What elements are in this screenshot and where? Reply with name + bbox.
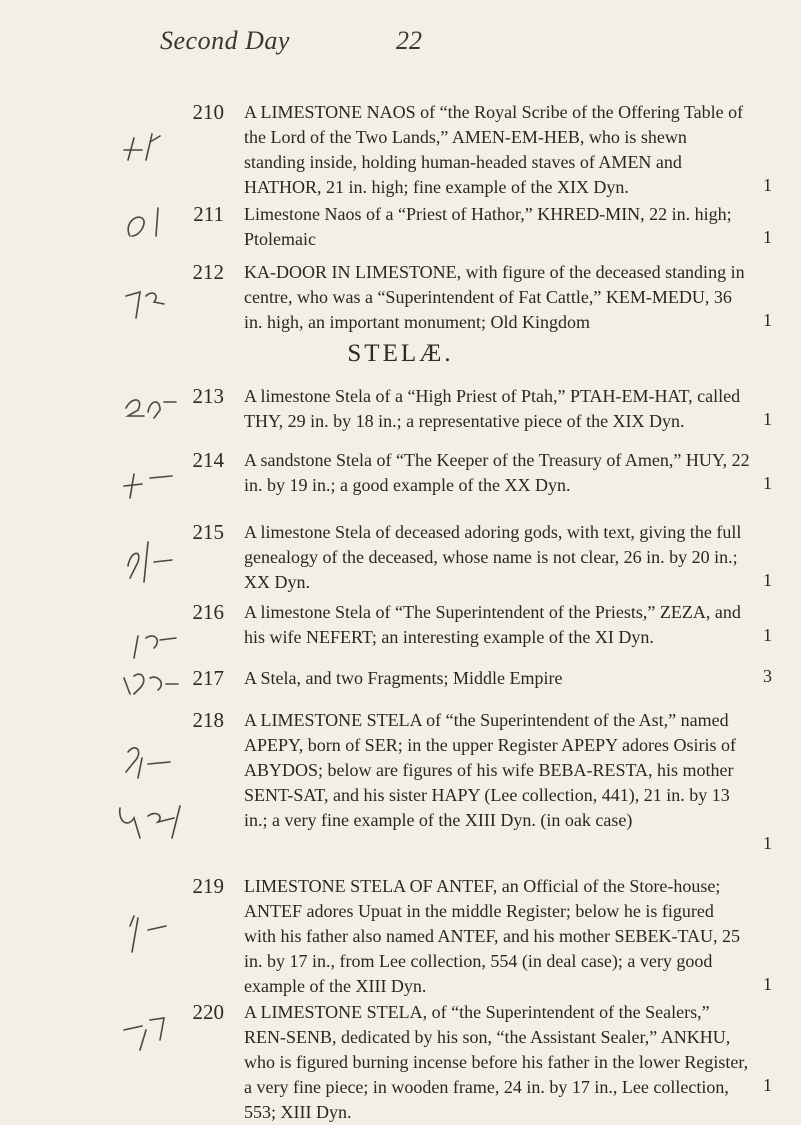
section-heading: STELÆ.	[347, 340, 454, 367]
lot-quantity: 1	[763, 1075, 772, 1095]
lot-quantity: 1	[763, 409, 772, 429]
handwritten-price-mark	[120, 376, 180, 446]
lot-number: 218	[192, 708, 224, 732]
lot-description: A LIMESTONE NAOS of “the Royal Scribe of the Offering Table of the Lord of the Two Lands,” AMEN-EM-HEB, who is shewn standing inside, holding human-headed staves of AMEN and HATHOR, 21 in. high; fine example of the XIX Dyn.	[244, 102, 744, 197]
lot-number: 212	[192, 260, 224, 284]
lot-quantity: 1	[763, 625, 772, 645]
handwritten-price-mark	[120, 448, 180, 518]
lot-quantity: 1	[763, 175, 772, 195]
lot-quantity: 1	[763, 227, 772, 247]
lot-quantity: 3	[763, 666, 772, 686]
lot-description: A limestone Stela of deceased adoring gods, with text, giving the full genealogy of the deceased, whose name is not clear, 26 in. by 20 in.; XX Dyn.	[244, 522, 742, 592]
handwritten-price-mark	[120, 268, 180, 338]
lot-number: 213	[192, 384, 224, 408]
lot-number: 210	[192, 100, 224, 124]
handwritten-price-mark	[120, 1000, 180, 1070]
handwritten-price-mark	[120, 896, 180, 966]
lot-description: LIMESTONE STELA OF ANTEF, an Official of the Store-house; ANTEF adores Upuat in the middle Register; below he is figured with his father also named ANTEF, and his mother SEBEK-TAU, 25 in. by 17 in., from Lee collection, 554 (in deal case); a very good example of the XIII Dyn.	[244, 876, 741, 996]
lot-description: A sandstone Stela of “The Keeper of the Treasury of Amen,” HUY, 22 in. by 19 in.; a good example of the XX Dyn.	[244, 450, 750, 495]
lot-number: 219	[192, 874, 224, 898]
handwritten-price-mark	[120, 654, 180, 724]
lot-description: A LIMESTONE STELA, of “the Superintendent of the Sealers,” REN-SENB, dedicated by his son, “the Assistant Sealer,” ANKHU, who is figured burning incense before his father in the lower Register, a very fine piece; in wooden frame, 24 in. by 17 in., Lee collection, 553; XIII Dyn.	[244, 1002, 749, 1122]
page-number: 22	[396, 26, 422, 55]
page-header	[160, 26, 760, 56]
handwritten-price-mark	[120, 522, 180, 592]
lot-quantity: 1	[763, 974, 772, 994]
lot-description: Limestone Naos of a “Priest of Hathor,” KHRED-MIN, 22 in. high; Ptolemaic	[244, 204, 732, 249]
lot-quantity: 1	[763, 833, 772, 853]
handwritten-price-mark	[120, 120, 180, 190]
handwritten-price-mark	[100, 788, 190, 858]
lot-quantity: 1	[763, 570, 772, 590]
lot-description: A limestone Stela of “The Superintendent of the Priests,” ZEZA, and his wife NEFERT; an interesting example of the XI Dyn.	[244, 602, 741, 647]
lot-description: A limestone Stela of a “High Priest of Ptah,” PTAH-EM-HAT, called THY, 29 in. by 18 in.; a representative piece of the XIX Dyn.	[244, 386, 741, 431]
lot-description: A Stela, and two Fragments; Middle Empire	[244, 668, 563, 688]
lot-number: 215	[192, 520, 224, 544]
lot-quantity: 1	[763, 310, 772, 330]
running-head-day: Second Day	[160, 26, 290, 55]
lot-number: 211	[193, 202, 224, 226]
lot-description: KA-DOOR IN LIMESTONE, with figure of the deceased standing in centre, who was a “Superintendent of Fat Cattle,” KEM-MEDU, 36 in. high, an important monument; Old Kingdom	[244, 262, 745, 332]
lot-number: 217	[192, 666, 224, 690]
lot-number: 220	[192, 1000, 224, 1024]
lot-number: 216	[192, 600, 224, 624]
lot-quantity: 1	[763, 473, 772, 493]
lot-description: A LIMESTONE STELA of “the Superintendent of the Ast,” named APEPY, born of SER; in the upper Register APEPY adores Osiris of ABYDOS; below are figures of his wife BEBA-RESTA, his mother SENT-SAT, and his sister HAPY (Lee collection, 441), 21 in. by 13 in.; a very fine example of the XIII Dyn. (in oak case)	[244, 710, 736, 830]
lot-number: 214	[192, 448, 224, 472]
handwritten-price-mark	[120, 196, 180, 266]
